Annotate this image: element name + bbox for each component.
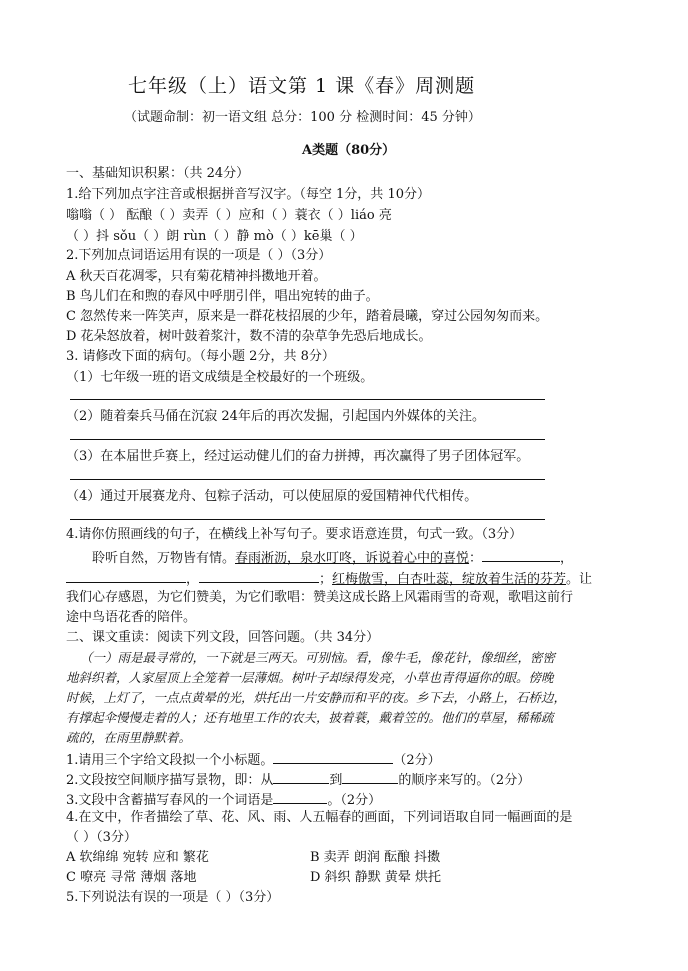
p2-q2-text-a: 2.文段按空间顺序描写景物，即：从 — [66, 773, 274, 788]
p2-q4-option-d: D 斜织 静默 黄晕 烘托 — [310, 870, 441, 885]
page-subtitle: （试题命制：初一语文组 总分：100 分 检测时间：45 分钟） — [124, 110, 481, 125]
q3-stem: 3. 请修改下面的病句。（每小题 2分，共 8分） — [66, 349, 335, 364]
q4-colon: ： — [469, 551, 483, 566]
p2-q1-score: （2分） — [393, 753, 441, 768]
q4-line-4: 途中鸟语花香的陪伴。 — [66, 610, 197, 625]
q2-option-d: D 花朵怒放着，树叶鼓着浆汁，数不清的杂草争先恐后地成长。 — [66, 329, 432, 344]
q1-row2: （ ）抖 sǒu（ ）朗 rùn（ ）静 mò（ ）kē巢（ ） — [66, 229, 363, 244]
q4-lead: 聆听自然，万物皆有情。 — [92, 551, 236, 566]
q1-row1: 嗡嗡（ ） 酝酿（ ）卖弄（ ）应和（ ）蓑衣（ ）liáo 亮 — [66, 208, 392, 223]
part1-heading: 一、基础知识积累：（共 24分） — [66, 166, 250, 181]
p2-q1-text: 1.请用三个字给文段拟一个小标题。 — [66, 753, 274, 768]
q3-sentence-3: （3）在本届世乒赛上，经过运动健儿们的奋力拼搏，再次赢得了男子团体冠军。 — [66, 449, 530, 464]
q4-line-2: ， ；红梅傲雪，白杏吐蕊，绽放着生活的芬芳。让 — [66, 569, 592, 588]
passage-line: （一）雨是最寻常的，一下就是三两天。可别恼。看，像牛毛，像花针，像细丝，密密 — [80, 650, 556, 665]
p2-q4-option-c: C 嘹亮 寻常 薄烟 落地 — [66, 870, 197, 885]
p2-q1-blank[interactable] — [273, 750, 393, 764]
q4-blank-1[interactable] — [482, 548, 560, 562]
answer-line-1[interactable] — [70, 399, 545, 400]
q4-model-sentence-1: 春雨淅沥，泉水叮咚，诉说着心中的喜悦 — [235, 551, 470, 566]
q4-blank-2[interactable] — [66, 569, 186, 583]
p2-q4-line-1: 4.在文中，作者描绘了草、花、风、雨、人五幅春的画面，下列词语取自同一幅画面的是 — [66, 810, 573, 825]
q4-stem: 4.请你仿照画线的句子，在横线上补写句子。要求语意连贯，句式一致。（3分） — [66, 527, 523, 542]
q4-blank-3[interactable] — [199, 569, 319, 583]
p2-q3-text-b: 。（2分） — [327, 793, 382, 808]
q2-stem: 2.下列加点词语运用有误的一项是（ ）（3分） — [66, 248, 332, 263]
q4-period: 。让 — [566, 572, 593, 587]
p2-q2-text-b: 到 — [329, 773, 343, 788]
q4-line-3: 我们心存感恩，为它们赞美，为它们歌唱：赞美这成长路上风霜雨雪的奇观，歌唱这前行 — [66, 590, 574, 605]
p2-q4-line-2: （ ）（3分） — [66, 830, 137, 845]
passage-line: 疏的，在雨里静默着。 — [66, 730, 192, 745]
p2-q3 — [66, 790, 381, 809]
p2-q3-text-a: 3.文段中含蓄描写春风的一个词语是 — [66, 793, 274, 808]
page-title: 七年级（上）语文第 1 课《春》周测题 — [128, 75, 476, 97]
q2-option-b: B 鸟儿们在和煦的春风中呼朋引伴，唱出宛转的曲子。 — [66, 289, 379, 304]
p2-q2-blank-to[interactable] — [342, 770, 398, 784]
p2-q3-blank[interactable] — [273, 790, 327, 804]
answer-line-4[interactable] — [70, 519, 545, 520]
p2-q2-text-c: 的顺序来写的。（2分） — [398, 773, 531, 788]
q2-option-a: A 秋天百花凋零，只有菊花精神抖擞地开着。 — [66, 269, 327, 284]
q2-option-c: C 忽然传来一阵笑声，原来是一群花枝招展的少年，踏着晨曦，穿过公园匆匆而来。 — [66, 309, 549, 324]
p2-q4-option-a: A 软绵绵 宛转 应和 繁花 — [66, 850, 209, 865]
answer-line-2[interactable] — [70, 439, 545, 440]
p2-q1 — [66, 750, 441, 769]
part2-heading: 二、课文重读：阅读下列文段，回答问题。（共 34分） — [66, 630, 380, 645]
p2-q2-blank-from[interactable] — [273, 770, 329, 784]
p2-q5: 5.下列说法有误的一项是（ ）（3分） — [66, 890, 280, 905]
p2-q2 — [66, 770, 530, 789]
q3-sentence-2: （2）随着秦兵马俑在沉寂 24年后的再次发掘，引起国内外媒体的关注。 — [66, 409, 485, 424]
p2-q4-option-b: B 卖弄 朗润 酝酿 抖擞 — [310, 850, 441, 865]
q3-sentence-4: （4）通过开展赛龙舟、包粽子活动，可以使屈原的爱国精神代代相传。 — [66, 489, 478, 504]
answer-line-3[interactable] — [70, 479, 545, 480]
q1-stem: 1.给下列加点字注音或根据拼音写汉字。（每空 1分，共 10分） — [66, 187, 430, 202]
q3-sentence-1: （1）七年级一班的语文成绩是全校最好的一个班级。 — [66, 370, 374, 385]
q4-model-sentence-2: 红梅傲雪，白杏吐蕊，绽放着生活的芬芳 — [332, 572, 567, 587]
passage-line: 时候，上灯了，一点点黄晕的光，烘托出一片安静而和平的夜。乡下去，小路上，石桥边， — [66, 690, 567, 705]
passage-line: 有撑起伞慢慢走着的人；还有地里工作的农夫，披着蓑，戴着笠的。他们的草屋，稀稀疏 — [66, 710, 554, 725]
q4-line-1: 聆听自然，万物皆有情。春雨淅沥，泉水叮咚，诉说着心中的喜悦： ， — [92, 548, 573, 567]
passage-line: 地斜织着，人家屋顶上全笼着一层薄烟。树叶子却绿得发亮，小草也青得逼你的眼。傍晚 — [66, 670, 554, 685]
section-a-heading: A类题（80分） — [302, 143, 396, 158]
